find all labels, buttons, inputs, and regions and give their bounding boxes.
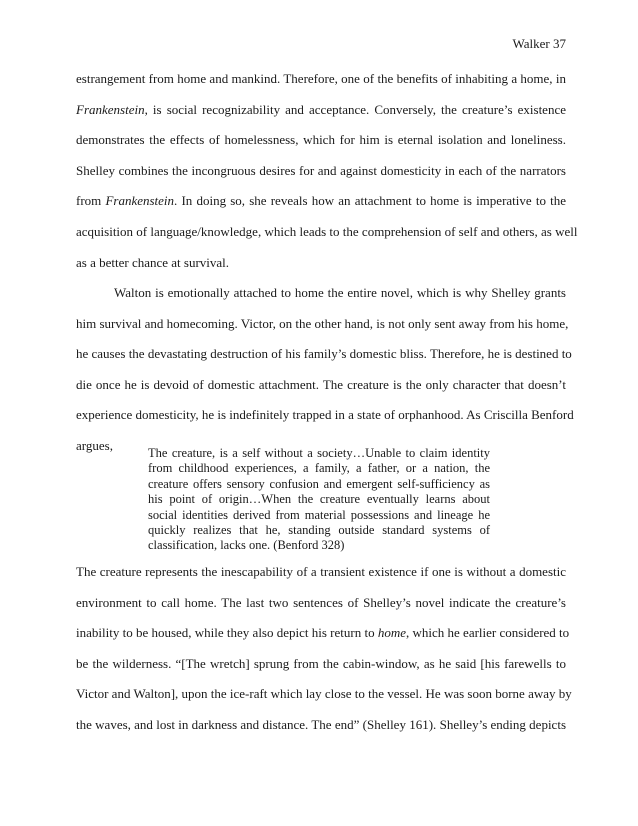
text-fragment: , is social recognizability and acceptance. Conversely, the creature’s existence	[144, 101, 566, 117]
text-line: he causes the devastating destruction of his family’s domestic bliss. Therefore, he is destined to	[76, 346, 572, 362]
block-quote	[148, 446, 490, 554]
text-line: demonstrates the effects of homelessness, which for him is eternal isolation and loneliness.	[76, 132, 566, 148]
text-fragment: from	[76, 193, 106, 209]
text-line: Shelley combines the incongruous desires for and against domesticity in each of the narrators	[76, 162, 566, 178]
italic-title: Frankenstein	[76, 101, 145, 117]
text-line: argues,	[76, 437, 113, 453]
running-head: Walker 37	[512, 36, 566, 51]
quote-line: from childhood experiences, a family, a father, or a nation, the	[148, 461, 490, 476]
text-fragment: . In doing so, she reveals how an attachment to home is imperative to the	[174, 193, 566, 209]
paragraph-1	[76, 64, 578, 278]
text-line: experience domesticity, he is indefinitely trapped in a state of orphanhood. As Criscilla Benford	[76, 407, 574, 423]
text-line: be the wilderness. “[The wretch] sprung from the cabin-window, as he said [his farewells to	[76, 655, 566, 671]
text-fragment: inability to be housed, while they also depict his return to	[76, 625, 378, 641]
text-line: as a better chance at survival.	[76, 254, 230, 270]
quote-line: quickly realizes that he, standing outside standard systems of	[148, 522, 490, 537]
text-line: estrangement from home and mankind. Therefore, one of the benefits of inhabiting a home, in	[76, 71, 566, 86]
text-line	[76, 95, 566, 126]
text-line: Walton is emotionally attached to home the entire novel, which is why Shelley grants	[114, 285, 566, 300]
paragraph-2	[76, 278, 574, 462]
text-line	[76, 186, 566, 217]
text-line: The creature represents the inescapability of a transient existence if one is without a domestic	[76, 564, 566, 579]
italic-word: home	[377, 625, 407, 641]
text-line: environment to call home. The last two sentences of Shelley’s novel indicate the creature’s	[76, 594, 566, 610]
quote-line: social identities derived from material possessions and lineage he	[148, 507, 490, 522]
paragraph-3	[76, 557, 572, 741]
quote-line: creature offers sensory confusion and emergent self-sufficiency as	[148, 476, 490, 491]
quote-line: his point of origin…When the creature eventually learns about	[148, 492, 490, 507]
italic-title: Frankenstein	[105, 193, 175, 209]
text-line: acquisition of language/knowledge, which leads to the comprehension of self and others, as well	[76, 223, 578, 239]
quote-line: The creature, is a self without a society…Unable to claim identity	[148, 446, 490, 460]
text-fragment: , which he earlier considered to	[406, 625, 570, 641]
text-line: die once he is devoid of domestic attachment. The creature is the only character that doesn’t	[76, 376, 566, 392]
text-line: Victor and Walton], upon the ice-raft which lay close to the vessel. He was soon borne away by	[76, 686, 572, 702]
text-line	[76, 618, 570, 649]
text-line: him survival and homecoming. Victor, on the other hand, is not only sent away from his home,	[76, 315, 569, 331]
text-line: the waves, and lost in darkness and distance. The end” (Shelley 161). Shelley’s ending depicts	[76, 716, 566, 732]
quote-line: classification, lacks one. (Benford 328)	[148, 538, 345, 553]
